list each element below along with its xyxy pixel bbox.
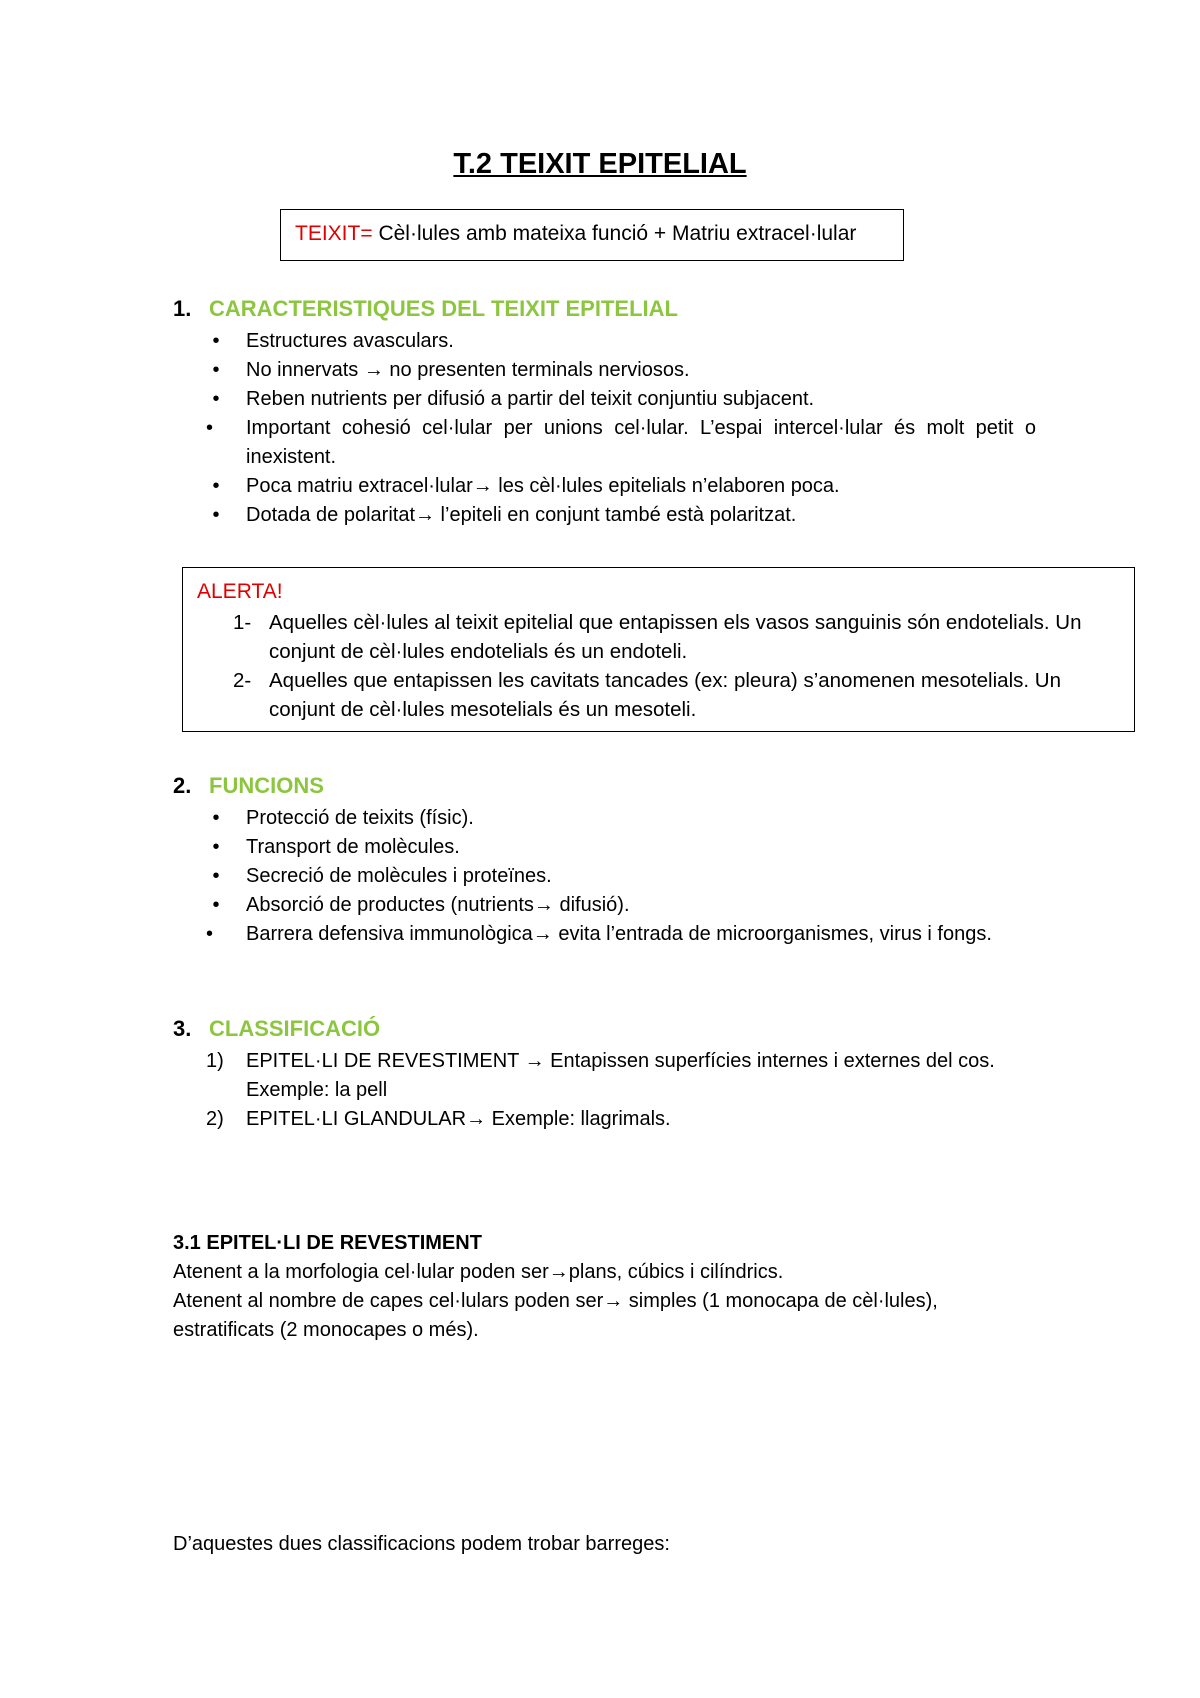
section-3-number: 3. — [173, 1016, 192, 1041]
list-item: • Absorció de productes (nutrients→ difusió). — [206, 891, 1036, 920]
bullet-icon: • — [212, 894, 220, 916]
list-item: • Reben nutrients per difusió a partir del teixit conjuntiu subjacent. — [206, 385, 1036, 414]
definition-label: TEIXIT= — [295, 222, 373, 245]
definition-text — [295, 222, 856, 246]
list-item: 2) EPITEL·LI GLANDULAR→ Exemple: llagrimals. — [206, 1105, 1046, 1134]
list-item: • Transport de molècules. — [206, 833, 1036, 862]
section-1-number: 1. — [173, 296, 192, 321]
bullet-icon: • — [206, 417, 214, 439]
list-item: • Important cohesió cel·lular per unions cel·lular. L’espai intercel·lular és molt petit o inexistent. — [206, 414, 1036, 472]
alert-item-number: 2- — [233, 669, 252, 692]
section-3-list — [206, 1047, 1046, 1134]
list-item: • Barrera defensiva immunològica→ evita l’entrada de microorganismes, virus i fongs. — [206, 920, 1036, 949]
section-1-heading — [173, 296, 678, 322]
section-1-title: CARACTERISTIQUES DEL TEIXIT EPITELIAL — [209, 296, 678, 321]
bullet-icon: • — [212, 504, 220, 526]
definition-box — [280, 209, 904, 261]
bullet-icon: • — [212, 807, 220, 829]
bullet-icon: • — [212, 388, 220, 410]
section-3-heading — [173, 1016, 380, 1042]
alert-box — [182, 567, 1135, 732]
list-item-number: 1) — [206, 1050, 224, 1072]
section-2-number: 2. — [173, 773, 192, 798]
list-item: 1) EPITEL·LI DE REVESTIMENT → Entapissen superfícies internes i externes del cos. Exemple: la pell — [206, 1047, 1036, 1105]
subsection-3-1-heading: 3.1 EPITEL·LI DE REVESTIMENT — [173, 1232, 482, 1254]
section-2-heading — [173, 773, 324, 799]
list-item-number: 2) — [206, 1108, 224, 1130]
list-item: • Protecció de teixits (físic). — [206, 804, 1036, 833]
alert-item: 2- Aquelles que entapissen les cavitats tancades (ex: pleura) s’anomenen mesotelials. Un conjunt de cèl·lules mesotelials és un mesoteli. — [233, 666, 1123, 724]
alert-label: ALERTA! — [197, 580, 283, 603]
bullet-icon: • — [212, 330, 220, 352]
list-item: • Dotada de polaritat→ l’epiteli en conjunt també està polaritzat. — [206, 501, 1036, 530]
section-3-title: CLASSIFICACIÓ — [209, 1016, 381, 1041]
bullet-icon: • — [206, 923, 214, 945]
bullet-icon: • — [212, 865, 220, 887]
section-1-list — [206, 327, 1036, 530]
subsection-3-1-line-2: Atenent al nombre de capes cel·lulars poden ser→ simples (1 monocapa de cèl·lules), estratificats (2 monocapes o més). — [173, 1290, 938, 1341]
list-item: • Secreció de molècules i proteïnes. — [206, 862, 1036, 891]
list-item: • No innervats → no presenten terminals nerviosos. — [206, 356, 1036, 385]
alert-list — [233, 608, 1123, 724]
definition-body: Cèl·lules amb mateixa funció + Matriu extracel·lular — [372, 222, 857, 245]
section-2-title: FUNCIONS — [209, 773, 324, 798]
bullet-icon: • — [212, 836, 220, 858]
section-2-list — [206, 804, 1036, 949]
alert-item: 1- Aquelles cèl·lules al teixit epitelial que entapissen els vasos sanguinis són endotelials. Un conjunt de cèl·lules endotelials és un endoteli. — [233, 608, 1123, 666]
subsection-3-1 — [173, 1229, 1043, 1345]
list-item: • Poca matriu extracel·lular→ les cèl·lules epitelials n’elaboren poca. — [206, 472, 1036, 501]
closing-line: D’aquestes dues classificacions podem trobar barreges: — [173, 1533, 670, 1555]
list-item: • Estructures avasculars. — [206, 327, 1036, 356]
bullet-icon: • — [212, 359, 220, 381]
subsection-3-1-line-1: Atenent a la morfologia cel·lular poden ser→plans, cúbics i cilíndrics. — [173, 1261, 784, 1283]
alert-item-number: 1- — [233, 611, 252, 634]
page-title: T.2 TEIXIT EPITELIAL — [453, 148, 747, 180]
bullet-icon: • — [212, 475, 220, 497]
